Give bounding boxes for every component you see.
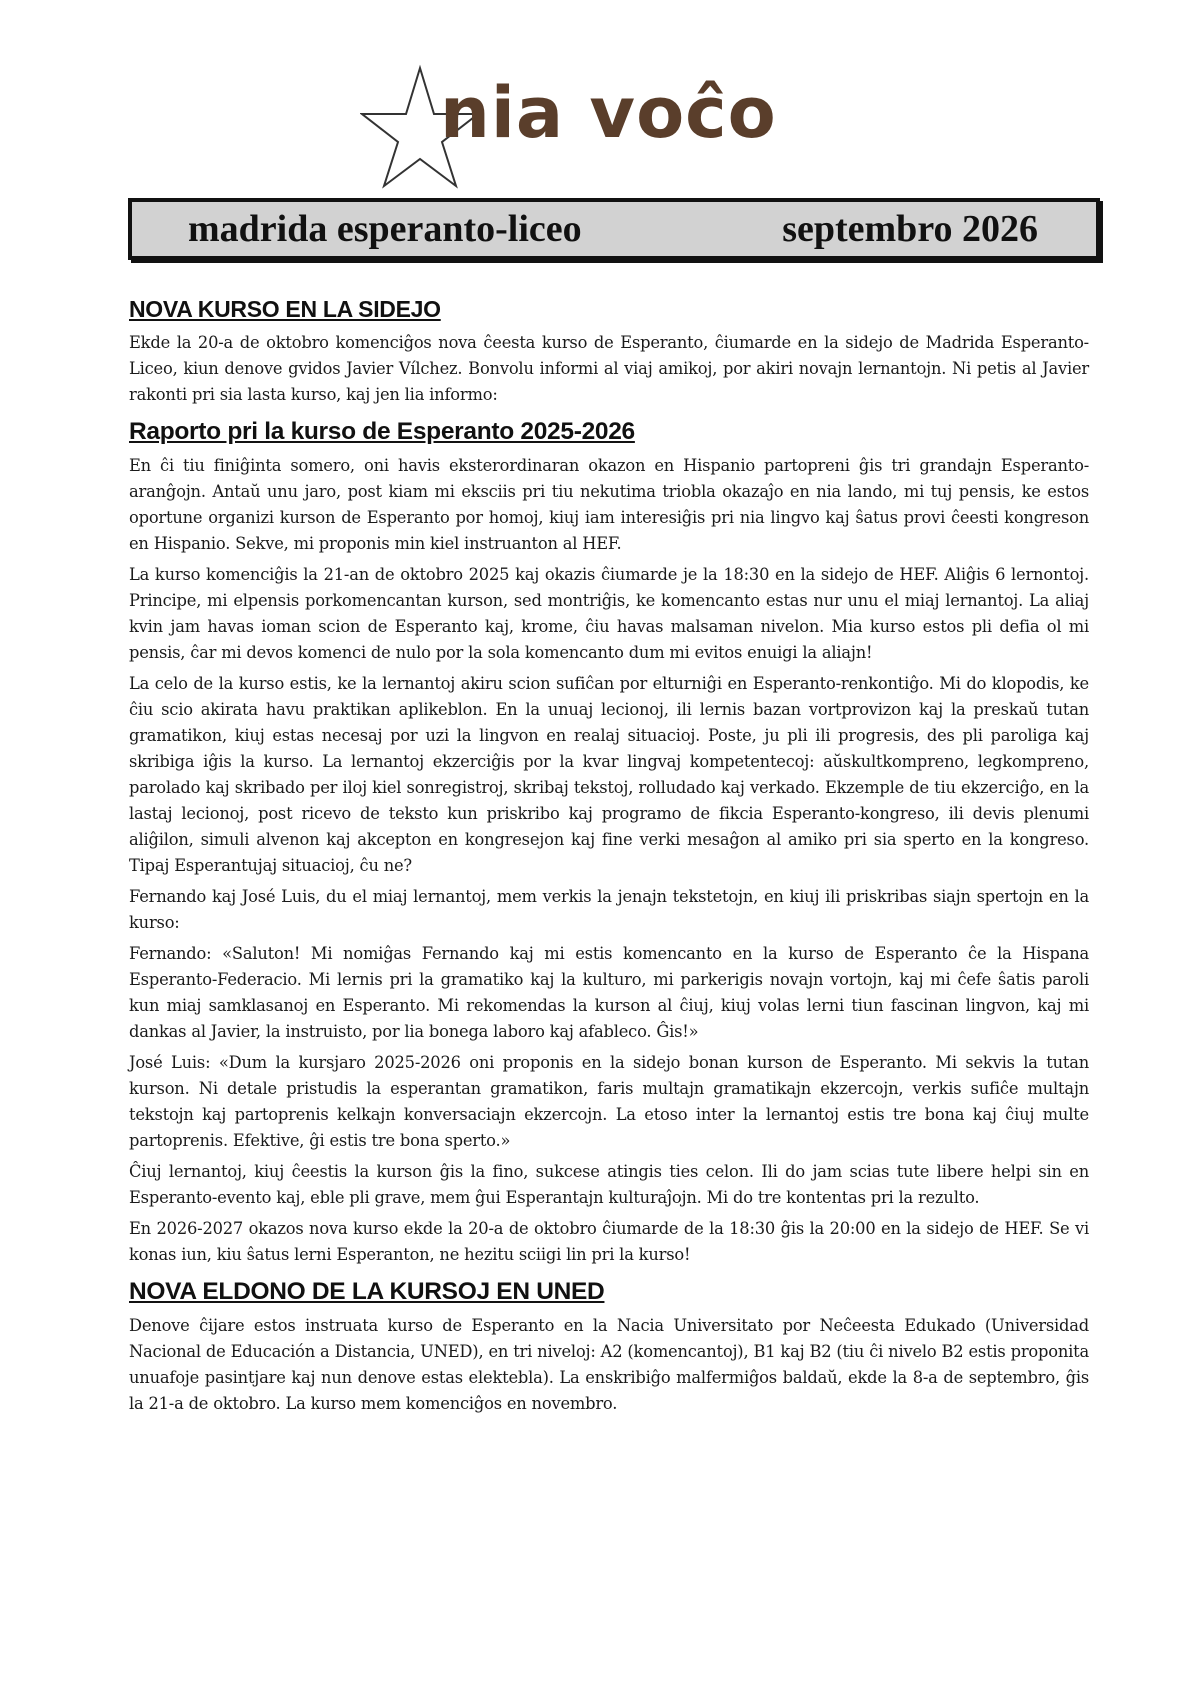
paragraph: José Luis: «Dum la kursjaro 2025-2026 oni proponis en la sidejo bonan kurson de Esperanto. Mi sekvis la tutan kurson. Ni detale pristudis la esperantan gramatikon, faris multajn gramatikajn ekzercojn, verkis sufiĉe multajn tekstojn kaj partoprenis kelkajn konversaciajn ekzercojn. La etoso inter la lernantoj estis tre bona kaj ĉiuj multe partoprenis. Efektive, ĝi estis tre bona sperto.»: [129, 1053, 1089, 1150]
paragraph: Fernando kaj José Luis, du el miaj lernantoj, mem verkis la jenajn tekstetojn, en kiuj ili priskribas siajn spertojn en la kurso:: [129, 887, 1089, 932]
paragraph: La kurso komenciĝis la 21-an de oktobro 2025 kaj okazis ĉiumarde je la 18:30 en la sidejo de HEF. Aliĝis 6 lernontoj. Principe, mi elpensis porkomencantan kurson, sed montriĝis, ke komencanto estas nur unu el miaj lernantoj. La aliaj kvin jam havas ioman scion de Esperanto kaj, krome, ĉiu havas malsaman nivelon. Mia kurso estos pli defia ol mi pensis, ĉar mi devos komenci de nulo por la sola komencanto dum mi evitos enuigi la aliajn!: [129, 565, 1089, 662]
newsletter-logo: nia voĉo: [440, 72, 777, 154]
section-heading: NOVA KURSO EN LA SIDEJO: [129, 296, 441, 322]
issue-date: septembro 2026: [782, 208, 1038, 250]
paragraph: En ĉi tiu finiĝinta somero, oni havis eksterordinaran okazon en Hispanio partopreni ĝis tri grandajn Esperanto-aranĝojn. Antaŭ unu jaro, post kiam mi eksciis pri tiu nekutima triobla okazaĵo en nia lando, mi tuj pensis, ke estos oportune organizi kurson de Esperanto por homoj, kiuj iam interesiĝis pri nia lingvo kaj ŝatus provi ĉeesti kongreson en Hispanio. Sekve, mi proponis min kiel instruanton al HEF.: [129, 456, 1089, 553]
title-banner: [128, 198, 1100, 260]
paragraph: En 2026-2027 okazos nova kurso ekde la 20-a de oktobro ĉiumarde de la 18:30 ĝis la 20:00 en la sidejo de HEF. Se vi konas iun, kiu ŝatus lerni Esperanton, ne hezitu sciigi lin pri la kurso!: [129, 1219, 1089, 1264]
paragraph: Ekde la 20-a de oktobro komenciĝos nova ĉeesta kurso de Esperanto, ĉiumarde en la sidejo de Madrida Esperanto-Liceo, kiun denove gvidos Javier Vílchez. Bonvolu informi al viaj amikoj, por akiri novajn lernantojn. Ni petis al Javier rakonti pri sia lasta kurso, kaj jen lia informo:: [129, 333, 1089, 404]
section-heading: Raporto pri la kurso de Esperanto 2025-2026: [129, 418, 635, 445]
paragraph: Fernando: «Saluton! Mi nomiĝas Fernando kaj mi estis komencanto en la kurso de Esperanto ĉe la Hispana Esperanto-Federacio. Mi lernis pri la gramatiko kaj la kulturo, mi parkerigis novajn vortojn, kaj mi ĉefe ŝatis paroli kun miaj samklasanoj en Esperanto. Mi rekomendas la kurson al ĉiuj, kiuj volas lerni tiun fascinan lingvon, kaj mi dankas al Javier, la instruisto, por lia bonega laboro kaj afableco. Ĝis!»: [129, 944, 1089, 1041]
paragraph: Denove ĉijare estos instruata kurso de Esperanto en la Nacia Universitato por Neĉeesta Edukado (Universidad Nacional de Educación a Distancia, UNED), en tri niveloj: A2 (komencantoj), B1 kaj B2 (tiu ĉi nivelo B2 estis proponita unuafoje pasintjare kaj nun denove estas elektebla). La enskribiĝo malfermiĝos baldaŭ, ekde la 8-a de septembro, ĝis la 21-a de oktobro. La kurso mem komenciĝos en novembro.: [129, 1316, 1089, 1413]
section-heading: NOVA ELDONO DE LA KURSOJ EN UNED: [129, 1278, 605, 1305]
paragraph: Ĉiuj lernantoj, kiuj ĉeestis la kurson ĝis la fino, sukcese atingis ties celon. Ili do jam scias tute libere helpi sin en Esperanto-evento kaj, eble pli grave, mem ĝui Esperantajn kulturaĵojn. Mi do tre kontentas pri la rezulto.: [129, 1162, 1089, 1207]
masthead: [360, 64, 780, 194]
paragraph: La celo de la kurso estis, ke la lernantoj akiru scion sufiĉan por elturniĝi en Esperanto-renkontiĝo. Mi do klopodis, ke ĉiu scio akirata havu praktikan aplikeblon. En la unuaj lecionoj, ili lernis bazan vortprovizon kaj la preskaŭ tutan gramatikon, kiuj estas necesaj por uzi la lingvon en realaj situacioj. Poste, ju pli ili progresis, des pli paroliga kaj skribiga iĝis la kurso. La lernantoj ekzerciĝis por la kvar lingvaj kompetentecoj: aŭskultkompreno, legkompreno, parolado kaj skribado per iloj kiel sonregistroj, skribaj tekstoj, rolludado kaj verkado. Ekzemple de tiu ekzerciĝo, en la lastaj lecionoj, post ricevo de teksto kun priskribo kaj programo de fikcia Esperanto-kongreso, ili devis plenumi aliĝilon, simuli alvenon kaj akcepton en kongresejon kaj fine verki mesaĝon al amiko pri sia sperto en la kongreso. Tipaj Esperantujaj situacioj, ĉu ne?: [129, 674, 1089, 875]
article-body: [129, 296, 1089, 1422]
organization-name: madrida esperanto-liceo: [188, 208, 582, 250]
